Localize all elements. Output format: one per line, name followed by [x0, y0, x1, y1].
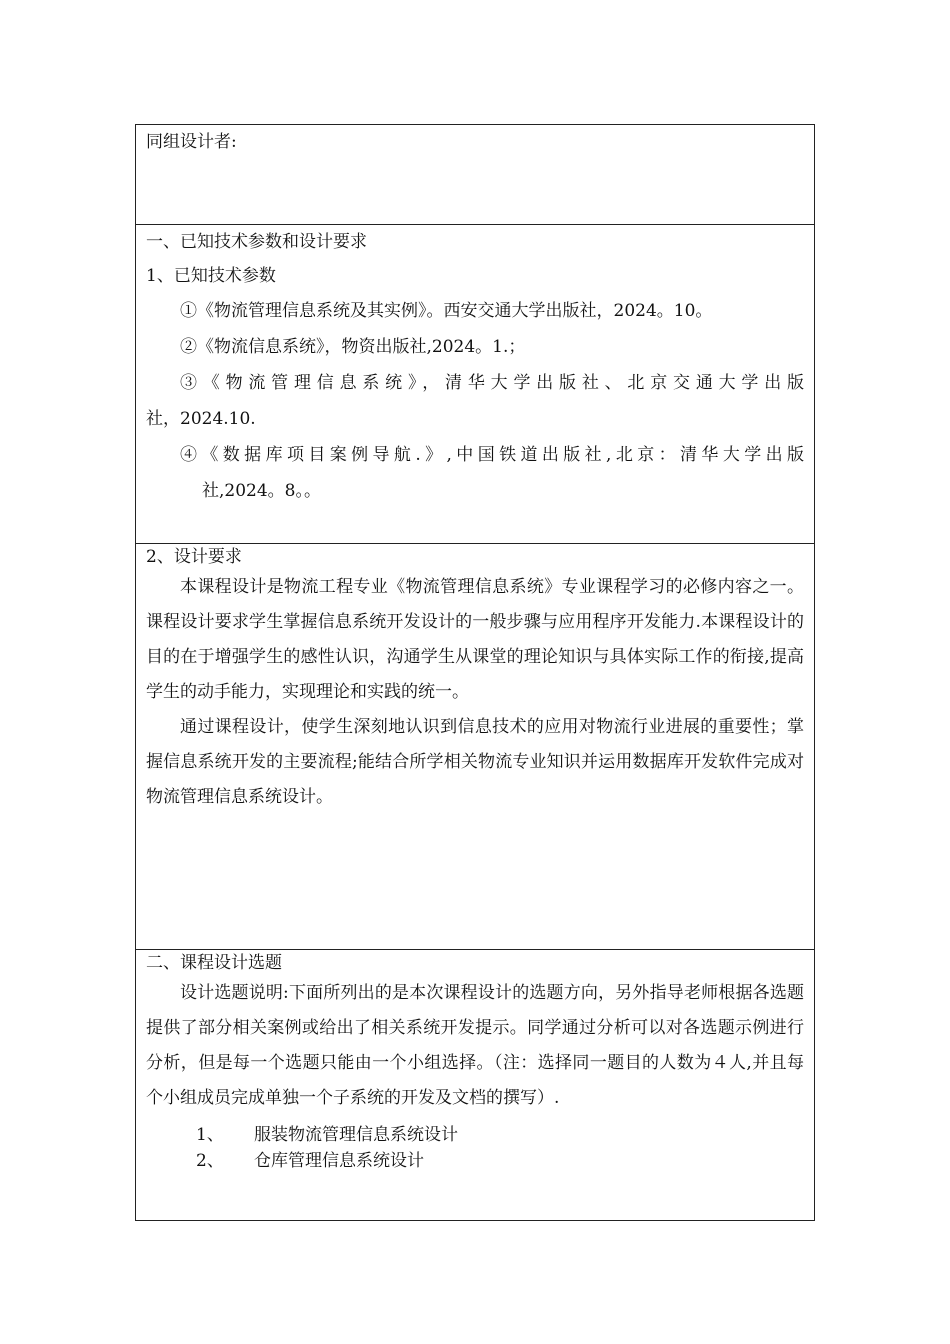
topic-number: 1、 — [196, 1125, 224, 1145]
team-cell — [136, 125, 814, 225]
list-item — [196, 1148, 804, 1174]
document-table — [135, 124, 815, 1221]
design-requirements-cell — [136, 544, 814, 950]
team-label: 同组设计者: — [146, 132, 237, 152]
reference-3: ③《物流管理信息系统》，清华大学出版社、北京交通大学出版 — [180, 373, 804, 393]
list-item — [196, 1122, 804, 1148]
section2-heading: 2、设计要求 — [146, 547, 242, 567]
section3-heading: 二、课程设计选题 — [146, 953, 282, 973]
topic-selection-paragraph: 设计选题说明:下面所列出的是本次课程设计的选题方向，另外指导老师根据各选题提供了部分相关案例或给出了相关系统开发提示。同学通过分析可以对各选题示例进行分析，但是每一个选题只能由一个小组选择。（注：选择同一题目的人数为４人,并且每个小组成员完成单独一个子系统的开发及文档的撰写）. — [146, 983, 804, 1108]
reference-4-cont: 社,2024。8。。 — [202, 481, 321, 501]
requirements-paragraph-2: 通过课程设计，使学生深刻地认识到信息技术的应用对物流行业进展的重要性；掌握信息系统开发的主要流程;能结合所学相关物流专业知识并运用数据库开发软件完成对物流管理信息系统设计。 — [146, 717, 804, 807]
topic-title: 服装物流管理信息系统设计 — [254, 1125, 458, 1145]
reference-1: ①《物流管理信息系统及其实例》。西安交通大学出版社，2024。10。 — [180, 301, 713, 321]
topic-title: 仓库管理信息系统设计 — [254, 1151, 424, 1171]
reference-4: ④《数据库项目案例导航.》,中国铁道出版社,北京：清华大学出版 — [180, 445, 804, 465]
requirements-paragraph-1: 本课程设计是物流工程专业《物流管理信息系统》专业课程学习的必修内容之一。课程设计要求学生掌握信息系统开发设计的一般步骤与应用程序开发能力.本课程设计的目的在于增强学生的感性认识，沟通学生从课堂的理论知识与具体实际工作的衔接,提高学生的动手能力，实现理论和实践的统一。 — [146, 577, 804, 702]
technical-params-cell — [136, 225, 814, 544]
topic-number: 2、 — [196, 1151, 224, 1171]
section1-heading: 一、已知技术参数和设计要求 — [146, 232, 367, 252]
reference-2: ②《物流信息系统》，物资出版社,2024。1.； — [180, 337, 526, 357]
topic-selection-cell — [136, 950, 814, 1220]
topic-list — [146, 1122, 804, 1174]
section1-sub-heading: 1、已知技术参数 — [146, 266, 276, 286]
reference-3-cont: 社，2024.10. — [146, 409, 256, 429]
